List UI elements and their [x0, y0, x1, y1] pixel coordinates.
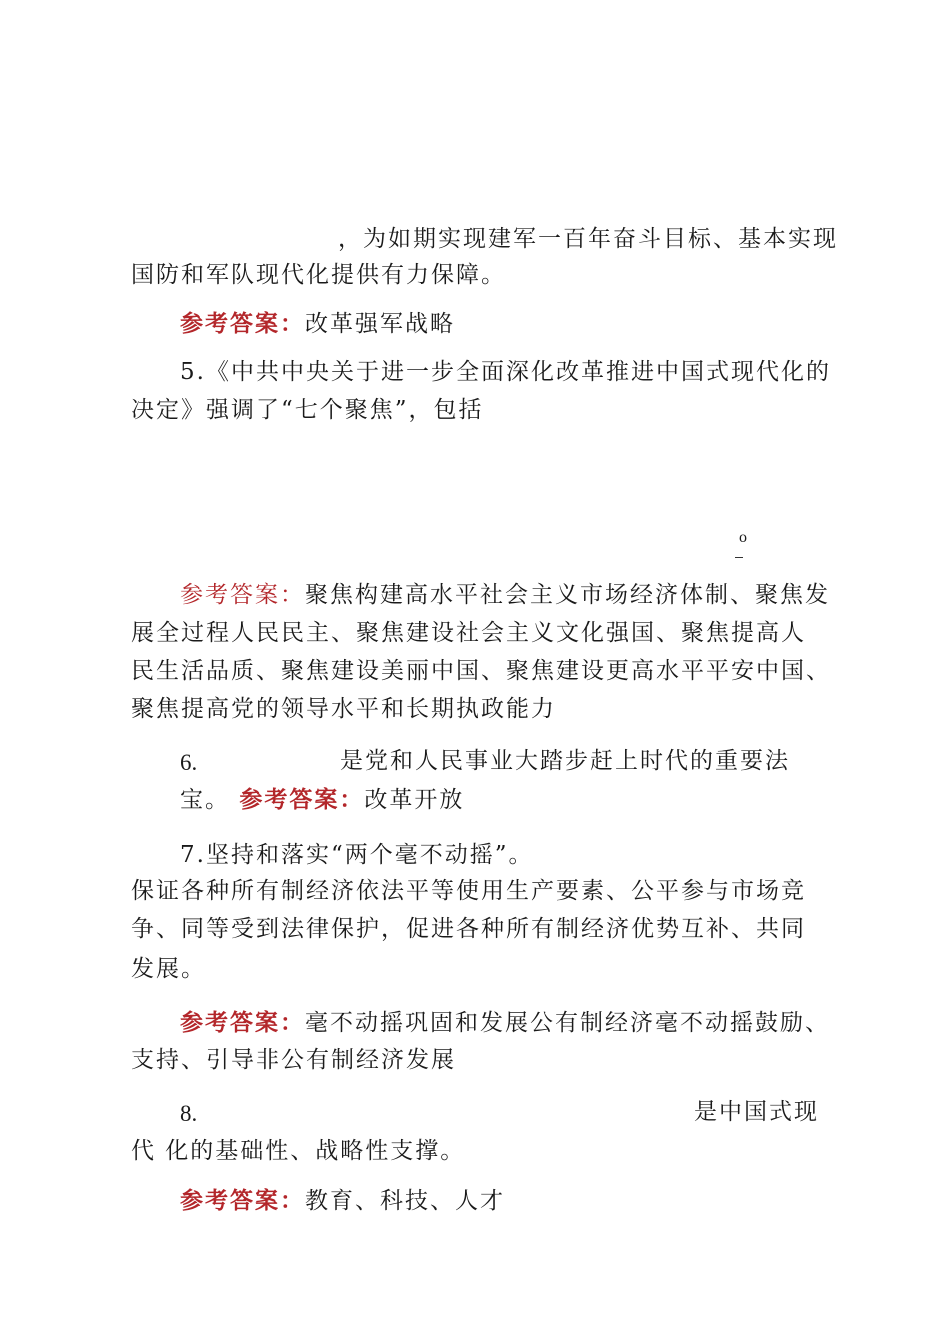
q4-answer	[180, 309, 455, 339]
q7-answer-line-2: 支持、引导非公有制经济发展	[131, 1047, 456, 1073]
answer-text: 改革开放	[364, 787, 465, 813]
q5-answer-line-4: 聚焦提高党的领导水平和长期执政能力	[131, 696, 556, 722]
answer-label: 参考答案：	[180, 310, 305, 337]
q4-line-1: ，为如期实现建军一百年奋斗目标、基本实现	[338, 226, 838, 252]
answer-text: 教育、科技、人才	[305, 1188, 505, 1214]
q8-number: 8.	[180, 1101, 198, 1126]
q6-line-2: 宝。	[180, 787, 230, 813]
q5-answer-line-3: 民生活品质、聚焦建设美丽中国、聚焦建设更高水平平安中国、	[131, 658, 831, 684]
answer-label: 参考答案：	[180, 1187, 305, 1214]
blank-dash	[735, 557, 743, 558]
answer-label: 参考答案：	[239, 786, 365, 813]
answer-text: 毫不动摇巩固和发展公有制经济毫不动摇鼓励、	[305, 1010, 830, 1036]
q6-number: 6.	[180, 750, 198, 775]
answer-text: 聚焦构建高水平社会主义市场经济体制、聚焦发	[305, 582, 830, 608]
q7-line-4: 发展。	[131, 956, 206, 982]
q4-line-2: 国防和军队现代化提供有力保障。	[131, 262, 506, 288]
q5-line-2: 决定》强调了“七个聚焦”，包括	[131, 397, 484, 423]
blank-end-mark: o	[739, 529, 747, 546]
q7-line-3: 争、同等受到法律保护，促进各种所有制经济优势互补、共同	[131, 916, 806, 942]
answer-label: 参考答案：	[180, 1009, 305, 1036]
answer-label: 参考答案：	[180, 582, 305, 608]
q6-line-1: 是党和人民事业大踏步赶上时代的重要法	[340, 748, 790, 774]
q8-answer	[180, 1186, 505, 1216]
q7-answer-line-1	[180, 1008, 830, 1038]
q7-line-1: 7.坚持和落实“两个毫不动摇”。	[180, 842, 534, 868]
q8-line-1-tail: 是中国式现	[694, 1099, 819, 1125]
q5-answer-line-2: 展全过程人民民主、聚焦建设社会主义文化强国、聚焦提高人	[131, 620, 806, 646]
q8-line-2: 代 化的基础性、战略性支撑。	[131, 1138, 466, 1164]
q5-answer-line-1	[180, 580, 830, 610]
q7-line-2: 保证各种所有制经济依法平等使用生产要素、公平参与市场竞	[131, 878, 806, 904]
q5-line-1: 5.《中共中央关于进一步全面深化改革推进中国式现代化的	[180, 359, 831, 385]
answer-text: 改革强军战略	[305, 311, 455, 337]
q6-answer	[180, 785, 464, 815]
